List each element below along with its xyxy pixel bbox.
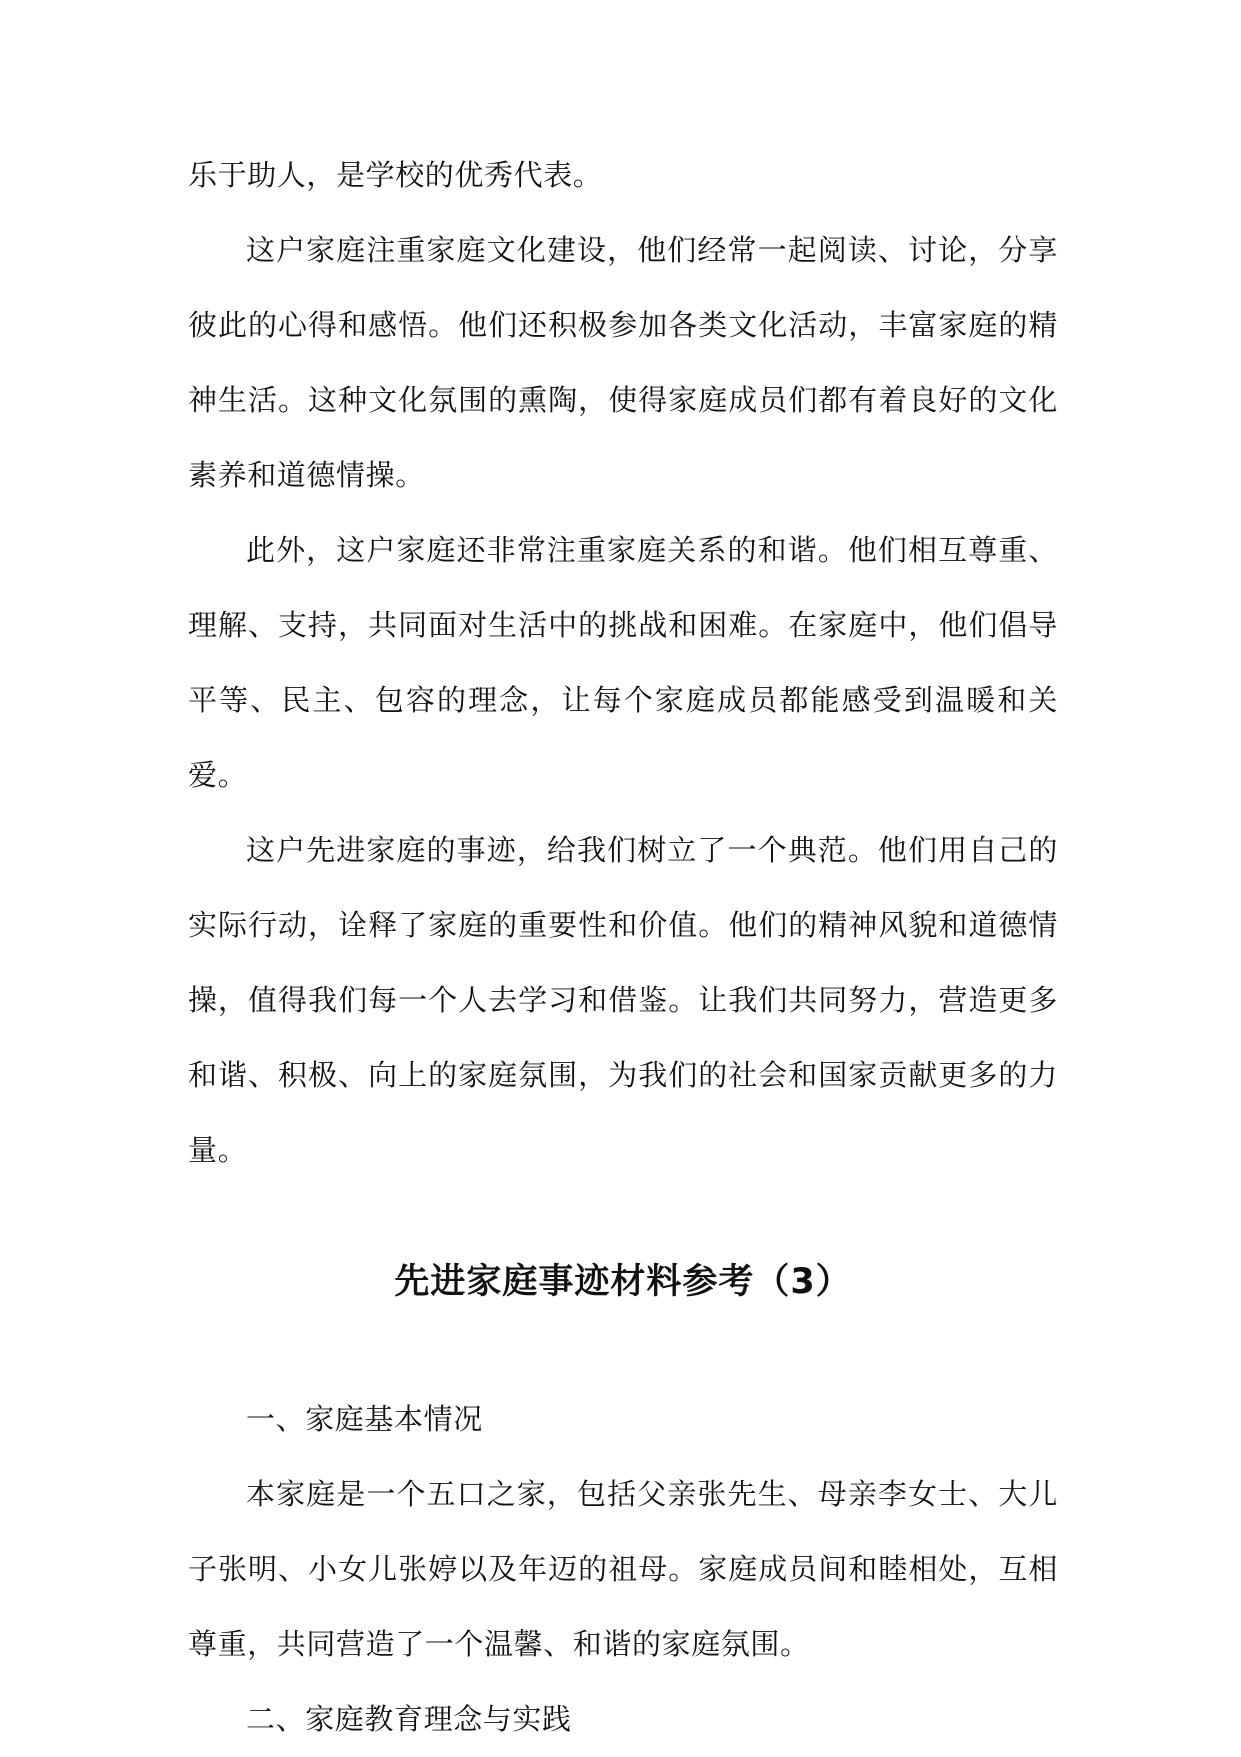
paragraph-family-members: 本家庭是一个五口之家，包括父亲张先生、母亲李女士、大儿子张明、小女儿张婷以及年迈的祖母。家庭成员间和睦相处，互相尊重，共同营造了一个温馨、和谐的家庭氛围。: [188, 1477, 1058, 1661]
document-body: [188, 138, 1058, 1757]
paragraph-family-harmony: 此外，这户家庭还非常注重家庭关系的和谐。他们相互尊重、理解、支持，共同面对生活中的挑战和困难。在家庭中，他们倡导平等、民主、包容的理念，让每个家庭成员都能感受到温暖和关爱。: [188, 533, 1058, 792]
subheading-basic-info: 一、家庭基本情况: [246, 1402, 483, 1436]
section-title: 先进家庭事迹材料参考（3）: [394, 1262, 852, 1302]
paragraph-conclusion: 这户先进家庭的事迹，给我们树立了一个典范。他们用自己的实际行动，诠释了家庭的重要性和价值。他们的精神风貌和道德情操，值得我们每一个人去学习和借鉴。让我们共同努力，营造更多和谐、积极、向上的家庭氛围，为我们的社会和国家贡献更多的力量。: [188, 833, 1058, 1167]
paragraph-family-culture: 这户家庭注重家庭文化建设，他们经常一起阅读、讨论，分享彼此的心得和感悟。他们还积极参加各类文化活动，丰富家庭的精神生活。这种文化氛围的熏陶，使得家庭成员们都有着良好的文化素养和道德情操。: [188, 233, 1058, 492]
paragraph-continuation: 乐于助人，是学校的优秀代表。: [188, 158, 603, 192]
subheading-education: 二、家庭教育理念与实践: [246, 1702, 572, 1736]
